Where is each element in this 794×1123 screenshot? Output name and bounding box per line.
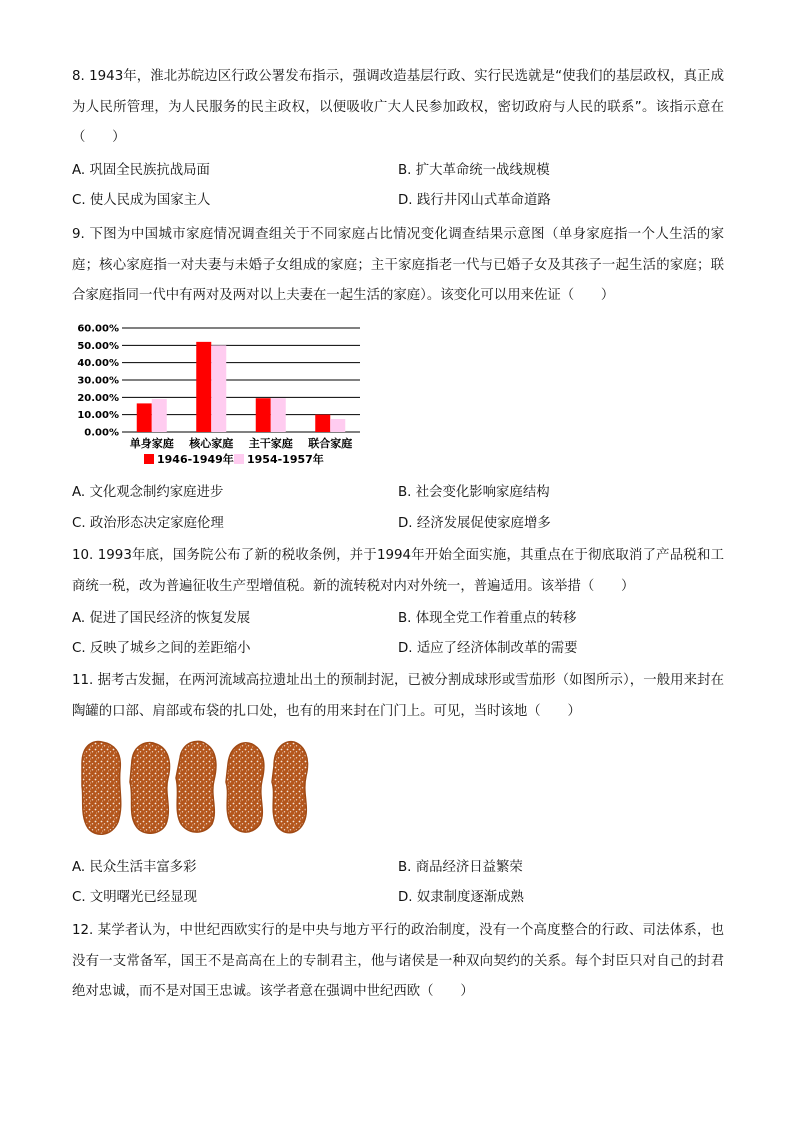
bar <box>211 345 226 432</box>
x-category-label: 单身家庭 <box>129 437 174 450</box>
q10-option-b: B. 体现全党工作着重点的转移 <box>398 611 577 626</box>
legend-label: 1954-1957年 <box>247 453 324 466</box>
q8-option-d: D. 践行井冈山式革命道路 <box>398 193 551 208</box>
y-tick-label: 20.00% <box>77 392 119 404</box>
clay-seals-image <box>76 736 316 840</box>
y-tick-label: 10.00% <box>77 410 119 422</box>
seal-3 <box>176 741 216 832</box>
legend-label: 1946-1949年 <box>157 453 234 466</box>
bar <box>256 398 271 432</box>
family-ratio-chart <box>72 318 372 474</box>
q9-stem: 9. 下图为中国城市家庭情况调查组关于不同家庭占比情况变化调查结果示意图（单身家庭指一个人生活的家庭；核心家庭指一对夫妻与未婚子女组成的家庭；主干家庭指老一代与已婚子女及其孩子一起生活的家庭；联合家庭指同一代中有两对及两对以上夫妻在一起生活的家庭）。该变化可以用来佐证（ ） <box>72 227 724 303</box>
bar <box>137 403 152 432</box>
y-tick-label: 60.00% <box>77 323 119 335</box>
bar <box>315 415 330 432</box>
q10-option-a: A. 促进了国民经济的恢复发展 <box>72 611 251 626</box>
q8-stem: 8. 1943年，淮北苏皖边区行政公署发布指示，强调改造基层行政、实行民选就是“使我们的基层政权，真正成为人民所管理，为人民服务的民主政权，以便吸收广大人民参加政权，密切政府与人民的联系”。该指示意在（ ） <box>72 69 724 145</box>
bar <box>271 398 286 432</box>
q9-option-b: B. 社会变化影响家庭结构 <box>398 485 550 500</box>
bar <box>330 419 345 432</box>
q10-option-d: D. 适应了经济体制改革的需要 <box>398 641 578 656</box>
bar <box>152 399 167 432</box>
x-category-label: 联合家庭 <box>308 437 353 450</box>
q11-option-a: A. 民众生活丰富多彩 <box>72 860 197 875</box>
clay-seals-figure <box>76 736 316 840</box>
q10-stem: 10. 1993年底，国务院公布了新的税收条例，并于1994年开始全面实施，其重点在于彻底取消了产品税和工商统一税，改为普遍征收生产型增值税。新的流转税对内对外统一，普遍适用。该举措（ ） <box>72 548 724 594</box>
y-tick-label: 30.00% <box>77 375 119 387</box>
q8-option-a: A. 巩固全民族抗战局面 <box>72 163 210 178</box>
q11-option-d: D. 奴隶制度逐渐成熟 <box>398 890 524 905</box>
seal-4 <box>226 743 264 832</box>
x-category-label: 主干家庭 <box>248 437 293 450</box>
seal-5 <box>272 742 308 833</box>
bar <box>196 342 211 432</box>
q9-option-a: A. 文化观念制约家庭进步 <box>72 485 224 500</box>
q9-option-d: D. 经济发展促使家庭增多 <box>398 516 551 531</box>
x-category-label: 核心家庭 <box>189 437 234 450</box>
legend-swatch <box>234 454 244 464</box>
family-ratio-chart-svg <box>72 318 372 474</box>
q12-stem: 12. 某学者认为，中世纪西欧实行的是中央与地方平行的政治制度，没有一个高度整合的行政、司法体系，也没有一支常备军，国王不是高高在上的专制君主，他与诸侯是一种双向契约的关系。每个封臣只对自己的封君绝对忠诚，而不是对国王忠诚。该学者意在强调中世纪西欧（ ） <box>72 923 724 999</box>
y-tick-label: 40.00% <box>77 358 119 370</box>
q9-option-c: C. 政治形态决定家庭伦理 <box>72 516 224 531</box>
q8-option-b: B. 扩大革命统一战线规模 <box>398 163 550 178</box>
q11-stem: 11. 据考古发掘，在两河流域高拉遗址出土的预制封泥，已被分割成球形或雪茄形（如图所示），一般用来封在陶罐的口部、肩部或布袋的扎口处，也有的用来封在门门上。可见，当时该地（ ） <box>72 673 724 719</box>
y-tick-label: 0.00% <box>84 427 119 439</box>
seal-2 <box>130 743 170 834</box>
q8-option-c: C. 使人民成为国家主人 <box>72 193 211 208</box>
q11-option-b: B. 商品经济日益繁荣 <box>398 860 523 875</box>
y-tick-label: 50.00% <box>77 340 119 352</box>
q10-option-c: C. 反映了城乡之间的差距缩小 <box>72 641 251 656</box>
q11-option-c: C. 文明曙光已经显现 <box>72 890 197 905</box>
seal-1 <box>82 742 121 835</box>
legend-swatch <box>144 454 154 464</box>
